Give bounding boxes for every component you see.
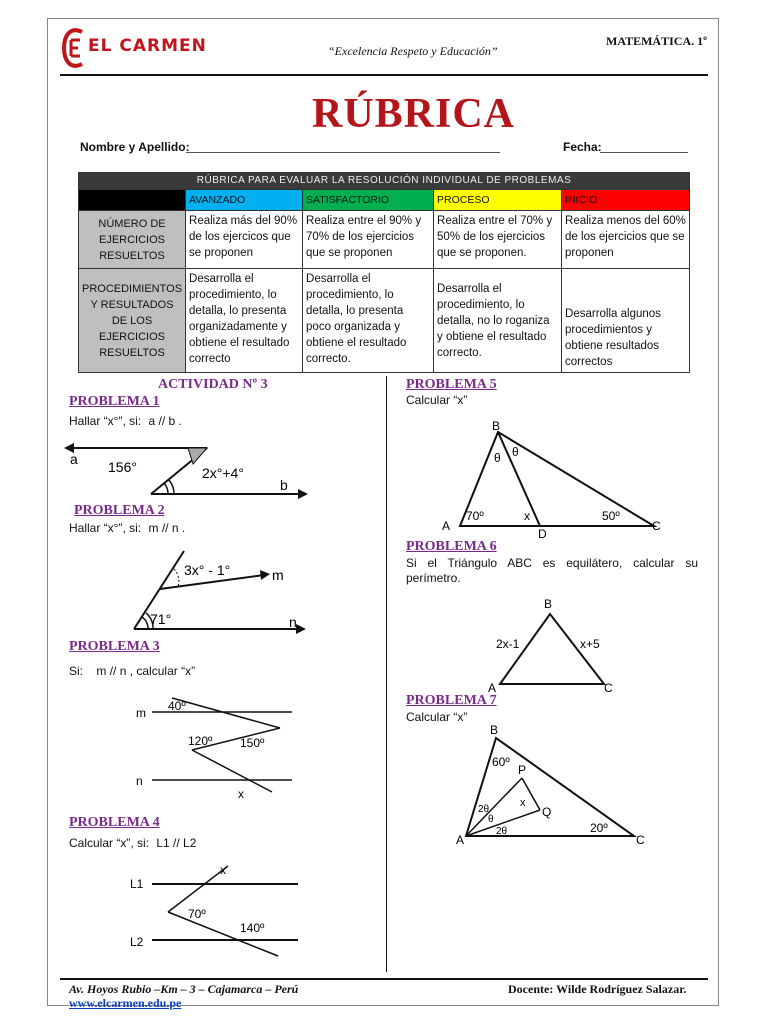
vertex-c: C xyxy=(652,519,661,533)
rubric-table xyxy=(78,172,690,373)
date-field-line[interactable] xyxy=(600,152,688,153)
problem-4-title: PROBLEMA 4 xyxy=(69,815,160,830)
problem-1-condition: a // b . xyxy=(148,414,182,428)
activity-title: ACTIVIDAD Nº 3 xyxy=(158,377,268,392)
problem-7-title: PROBLEMA 7 xyxy=(406,693,497,708)
arrow-head-n xyxy=(296,624,306,634)
angle-150-label: 150º xyxy=(240,736,265,750)
arrow-head-b xyxy=(298,489,308,499)
problem-6-title: PROBLEMA 6 xyxy=(406,539,497,554)
problem-1-figure xyxy=(62,436,312,504)
footer-divider xyxy=(60,978,708,980)
course-label: MATEMÁTICA. 1º xyxy=(606,34,708,48)
angle-156-label: 156° xyxy=(108,459,137,475)
rubric-cell: Realiza entre el 70% y 50% de los ejercicios que se proponen. xyxy=(434,211,562,269)
criterion-cell: NÚMERO DE EJERCICIOS RESUELTOS xyxy=(79,211,186,269)
header-divider xyxy=(60,74,708,76)
label-x: x xyxy=(238,787,244,800)
zigzag-1 xyxy=(168,866,228,912)
vertex-p: P xyxy=(518,763,527,777)
label-l2: L2 xyxy=(130,935,144,949)
school-logo xyxy=(62,26,86,70)
angle-140-label: 140º xyxy=(240,921,265,935)
angle-120-label: 120º xyxy=(188,734,213,748)
vertex-c: C xyxy=(604,681,613,695)
level-inicio: INICIO xyxy=(562,190,690,211)
rubric-cell: Realiza más del 90% de los ejercicos que se proponen xyxy=(186,211,303,269)
vertex-a: A xyxy=(488,681,497,695)
problem-3-title: PROBLEMA 3 xyxy=(69,639,160,654)
angle-theta: θ xyxy=(488,814,494,825)
level-proceso: PROCESO xyxy=(434,190,562,211)
arrow-head-m xyxy=(260,570,270,580)
side-ab-label: 2x-1 xyxy=(496,637,520,651)
date-label: Fecha: xyxy=(563,140,602,154)
problem-3-statement-post: , calcular “x” xyxy=(129,664,196,678)
rubric-corner xyxy=(79,190,186,211)
angle-50-label: 50º xyxy=(602,509,620,523)
rubric-cell: Realiza menos del 60% de los ejercicios que se proponen xyxy=(562,211,690,269)
angle-arc xyxy=(174,569,179,587)
rubric-cell: Desarrolla algunos procedimientos y obtiene resultados correctos xyxy=(562,269,690,373)
problem-2-condition: m // n . xyxy=(148,521,186,535)
angle-2theta-2: 2θ xyxy=(496,826,508,837)
problem-6-figure xyxy=(484,596,624,696)
motto: “Excelencia Respeto y Educación” xyxy=(328,44,498,58)
label-x: x xyxy=(524,509,530,523)
label-a: a xyxy=(70,451,78,467)
vertex-a: A xyxy=(456,833,465,847)
footer-address: Av. Hoyos Rubio –Km – 3 – Cajamarca – Perú xyxy=(69,982,299,996)
logo-text: EL CARMEN xyxy=(88,36,207,56)
footer-url-link[interactable]: www.elcarmen.edu.pe xyxy=(69,996,182,1010)
angle-71-label: 71° xyxy=(150,611,172,627)
label-n: n xyxy=(289,614,297,630)
problem-4-condition: L1 // L2 xyxy=(156,836,197,850)
level-satisfactorio: SATISFACTORIO xyxy=(303,190,434,211)
criterion-cell: PROCEDIMIENTOS Y RESULTADOS DE LOS EJERCICIOS RESUELTOS xyxy=(79,269,186,373)
problem-3-statement-pre: Si: xyxy=(69,664,84,678)
vertex-d: D xyxy=(538,527,547,540)
level-avanzado: AVANZADO xyxy=(186,190,303,211)
label-x: x xyxy=(220,863,226,877)
label-m: m xyxy=(272,567,284,583)
page-title: RÚBRICA xyxy=(312,91,516,137)
angle-arc xyxy=(164,483,168,494)
problem-7-text: Calcular “x” xyxy=(406,710,468,724)
angle-40-label: 40º xyxy=(168,699,186,713)
label-m: m xyxy=(136,706,146,720)
problem-3-figure xyxy=(132,692,302,800)
name-label: Nombre y Apellido: xyxy=(80,140,190,154)
angle-2x4-label: 2x°+4° xyxy=(202,465,244,481)
rubric-cell: Desarrolla el procedimiento, lo detalla, lo presenta poco organizada y obtiene el resultado correcto. xyxy=(303,269,434,373)
vertex-a: A xyxy=(442,519,451,533)
label-n: n xyxy=(136,774,143,788)
logo-e-icon xyxy=(62,26,86,70)
angle-70-label: 70º xyxy=(188,907,206,921)
rubric-cell: Realiza entre el 90% y 70% de los ejercicios que se proponen xyxy=(303,211,434,269)
angle-2theta-1: 2θ xyxy=(478,804,490,815)
problem-4-statement: Calcular “x”, si: xyxy=(69,836,150,850)
vertex-q: Q xyxy=(542,805,552,819)
problem-1-text xyxy=(69,414,182,428)
rubric-cell: Desarrolla el procedimiento, lo detalla, no lo roganiza y obtiene el resultado correcto. xyxy=(434,269,562,373)
problem-5-title: PROBLEMA 5 xyxy=(406,377,497,392)
zigzag-3 xyxy=(192,750,272,792)
zigzag-1 xyxy=(172,698,280,728)
vertex-b: B xyxy=(490,723,499,737)
angle-70-label: 70º xyxy=(466,509,484,523)
name-field-line[interactable] xyxy=(186,152,500,153)
problem-2-statement: Hallar “x°”, si: xyxy=(69,521,142,535)
problem-4-figure xyxy=(128,860,308,960)
angle-60-label: 60º xyxy=(492,755,510,769)
problem-5-text: Calcular “x” xyxy=(406,393,468,407)
problem-3-condition: m // n xyxy=(96,664,127,678)
rubric-heading: RÚBRICA PARA EVALUAR LA RESOLUCIÓN INDIVIDUAL DE PROBLEMAS xyxy=(79,173,690,190)
label-b: b xyxy=(280,477,288,493)
angle-3x-label: 3x° - 1° xyxy=(184,562,231,578)
rubric-cell: Desarrolla el procedimiento, lo detalla, lo presenta organizadamente y obtiene el resultado correcto xyxy=(186,269,303,373)
vertex-c: C xyxy=(636,833,645,847)
problem-1-statement: Hallar “x°”, si: xyxy=(69,414,142,428)
angle-arc xyxy=(142,617,148,629)
vertex-b: B xyxy=(492,419,501,433)
angle-20-label: 20º xyxy=(590,821,608,835)
triangle-abc xyxy=(460,432,654,526)
segment-bd xyxy=(498,432,540,526)
problem-7-figure xyxy=(454,722,654,848)
column-divider xyxy=(386,376,387,972)
problem-2-text xyxy=(69,521,185,535)
problem-6-text: Si el Triángulo ABC es equilátero, calcular su perímetro. xyxy=(406,556,698,585)
angle-theta-1: θ xyxy=(494,451,501,465)
angle-theta-2: θ xyxy=(512,445,519,459)
angle-arc xyxy=(169,480,174,494)
problem-1-title: PROBLEMA 1 xyxy=(69,394,160,409)
side-bc-label: x+5 xyxy=(580,637,600,651)
problem-4-text xyxy=(69,836,196,850)
vertex-b: B xyxy=(544,597,553,611)
problem-2-figure xyxy=(124,545,314,637)
problem-3-text xyxy=(69,664,195,678)
footer-teacher: Docente: Wilde Rodríguez Salazar. xyxy=(508,982,687,996)
problem-5-figure xyxy=(436,418,668,540)
label-x: x xyxy=(520,797,526,809)
label-l1: L1 xyxy=(130,877,144,891)
problem-2-title: PROBLEMA 2 xyxy=(74,503,165,518)
